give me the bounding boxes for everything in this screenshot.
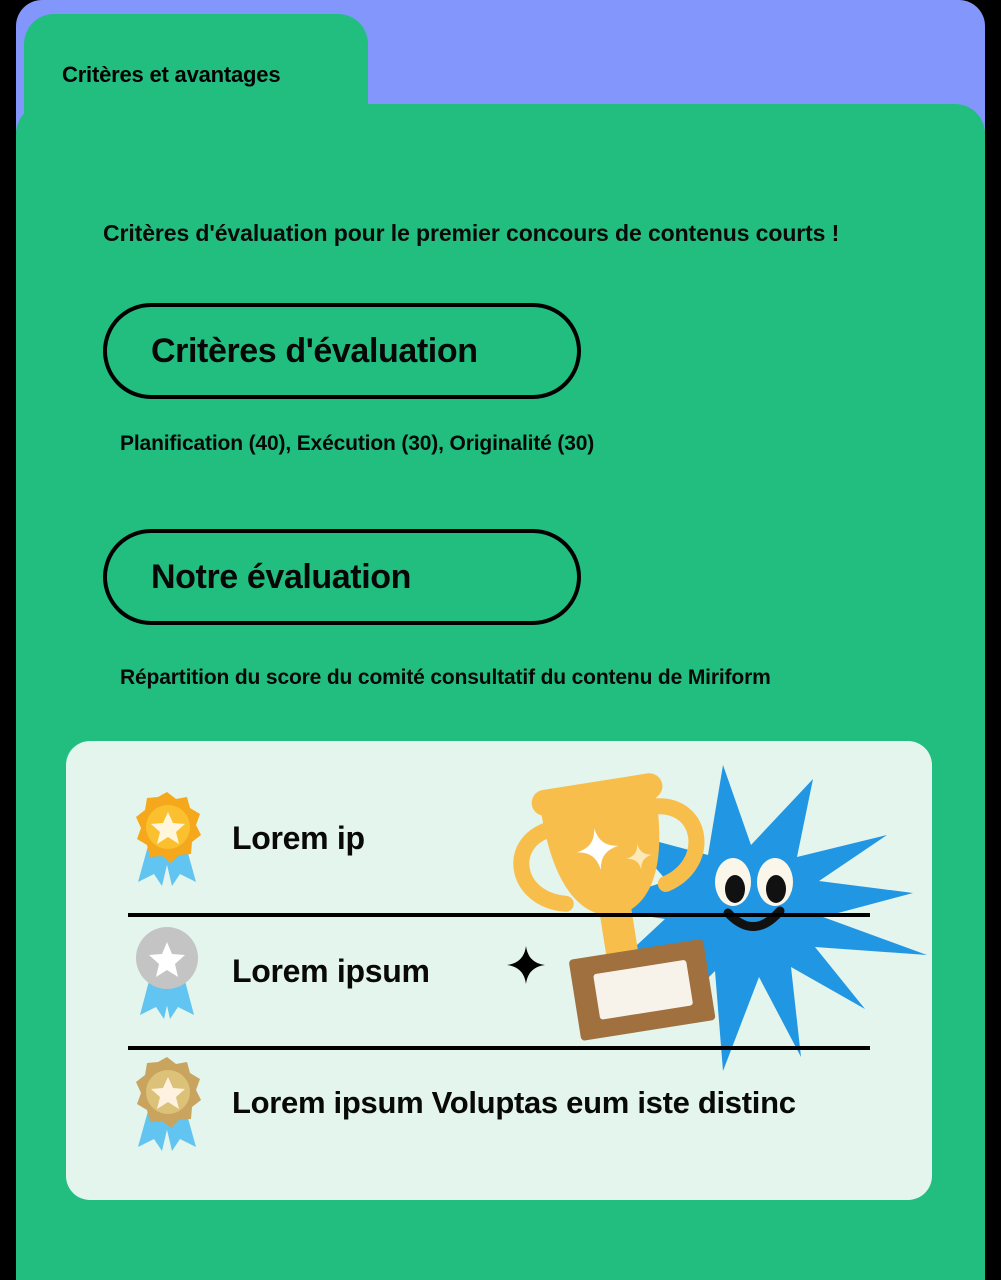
list-item[interactable] bbox=[66, 773, 932, 903]
tab-label: Critères et avantages bbox=[62, 62, 281, 87]
awards-panel bbox=[66, 741, 932, 1200]
pill-criteres-evaluation[interactable] bbox=[103, 303, 581, 399]
sparkle-icon bbox=[506, 945, 546, 990]
silver-medal-icon bbox=[124, 923, 210, 1019]
caption-criteres: Planification (40), Exécution (30), Originalité (30) bbox=[120, 432, 595, 455]
page-headline: Critères d'évaluation pour le premier concours de contenus courts ! bbox=[103, 220, 840, 246]
pill-notre-evaluation[interactable] bbox=[103, 529, 581, 625]
gold-medal-icon bbox=[124, 790, 210, 886]
pill-label: Notre évaluation bbox=[151, 557, 411, 596]
pill-label: Critères d'évaluation bbox=[151, 331, 478, 370]
list-item-label: Lorem ipsum bbox=[232, 952, 430, 989]
row-divider bbox=[128, 1046, 870, 1050]
list-item-label: Lorem ip bbox=[232, 819, 365, 856]
bronze-medal-icon bbox=[124, 1055, 210, 1151]
caption-repartition: Répartition du score du comité consultatif du contenu de Miriform bbox=[120, 666, 771, 689]
list-item[interactable] bbox=[66, 906, 932, 1036]
list-item-label: Lorem ipsum Voluptas eum iste distinc bbox=[232, 1085, 796, 1120]
row-divider bbox=[128, 913, 870, 917]
list-item[interactable] bbox=[66, 1038, 932, 1168]
